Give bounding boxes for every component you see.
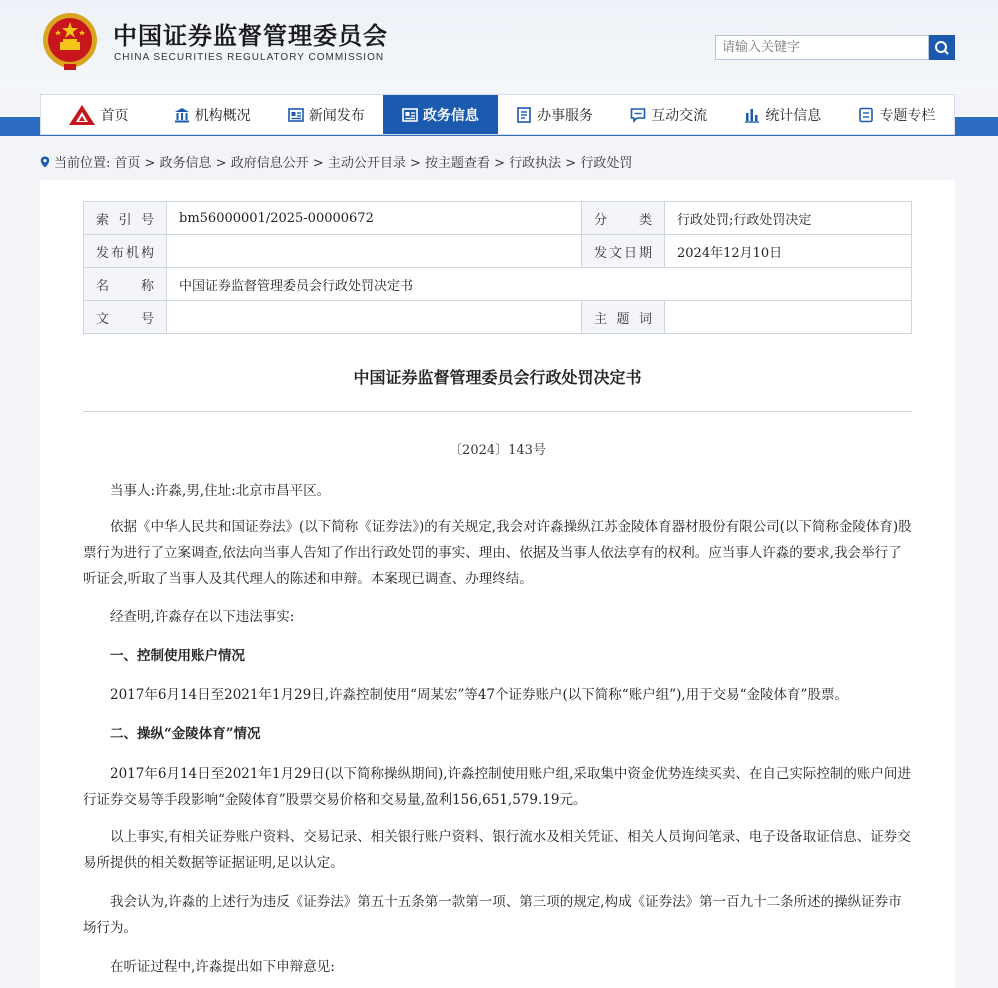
category-value: 行政处罚;行政处罚决定 bbox=[665, 202, 912, 235]
date-label: 发文日期 bbox=[582, 235, 665, 268]
paragraph-evidence: 以上事实,有相关证券账户资料、交易记录、相关银行账户资料、银行流水及相关凭证、相关人员询问笔录、电子设备取证信息、证券交易所提供的相关数据等证据证明,足以认定。 bbox=[83, 829, 911, 871]
document-number: 〔2024〕143号 bbox=[449, 443, 546, 458]
info-icon bbox=[402, 107, 418, 123]
article-container bbox=[40, 180, 955, 988]
metadata-table bbox=[83, 201, 912, 334]
paragraph-facts-intro: 经查明,许淼存在以下违法事实: bbox=[110, 609, 295, 625]
search-button[interactable] bbox=[929, 35, 955, 60]
subject-label: 主 题 词 bbox=[582, 301, 665, 334]
search-icon bbox=[934, 40, 950, 56]
nav-services-label: 办事服务 bbox=[537, 107, 594, 124]
nav-home-label: 首页 bbox=[100, 107, 129, 124]
nav-home[interactable] bbox=[41, 95, 155, 134]
location-pin-icon bbox=[40, 156, 50, 168]
breadcrumb-path[interactable]: 首页 > 政务信息 > 政府信息公开 > 主动公开目录 > 按主题查看 > 行政执法 > 行政处罚 bbox=[114, 156, 633, 171]
news-icon bbox=[288, 107, 304, 123]
heading-manipulation: 二、操纵“金陵体育”情况 bbox=[110, 726, 261, 742]
chart-icon bbox=[744, 107, 760, 123]
search-input[interactable] bbox=[715, 35, 929, 60]
divider bbox=[83, 411, 912, 412]
publisher-label: 发布机构 bbox=[84, 235, 167, 268]
paragraph-account-control: 2017年6月14日至2021年1月29日,许淼控制使用“周某宏”等47个证券账户(以下简称“账户组”),用于交易“金陵体育”股票。 bbox=[110, 687, 848, 703]
paragraph-hearing: 在听证过程中,许淼提出如下申辩意见: bbox=[110, 959, 335, 975]
paragraph-party: 当事人:许淼,男,住址:北京市昌平区。 bbox=[110, 483, 331, 499]
subject-value bbox=[665, 301, 912, 334]
docno-value bbox=[167, 301, 582, 334]
nav-about[interactable] bbox=[155, 95, 269, 134]
heading-account-control: 一、控制使用账户情况 bbox=[110, 648, 245, 664]
date-value: 2024年12月10日 bbox=[665, 235, 912, 268]
breadcrumb-prefix: 当前位置: bbox=[54, 156, 111, 171]
nav-topics-label: 专题专栏 bbox=[879, 107, 936, 124]
site-title: 中国证券监督管理委员会 bbox=[113, 22, 388, 50]
nav-gov-info[interactable] bbox=[383, 95, 497, 134]
nav-news[interactable] bbox=[269, 95, 383, 134]
site-header bbox=[0, 0, 998, 94]
nav-about-label: 机构概况 bbox=[194, 107, 251, 124]
nav-interaction[interactable] bbox=[612, 95, 726, 134]
chat-icon bbox=[630, 107, 646, 123]
index-value: bm56000001/2025-00000672 bbox=[167, 202, 582, 235]
breadcrumb bbox=[40, 152, 632, 171]
publisher-value bbox=[167, 235, 582, 268]
table-row bbox=[84, 268, 912, 301]
nav-statistics-label: 统计信息 bbox=[765, 107, 822, 124]
paragraph-manipulation: 2017年6月14日至2021年1月29日(以下简称操纵期间),许淼控制使用账户组,采取集中资金优势连续买卖、在自己实际控制的账户间进行证券交易等手段影响“金陵体育”股票交易价格和交易量,盈利156,651,579.19元。 bbox=[83, 766, 911, 808]
nav-interaction-label: 互动交流 bbox=[651, 107, 708, 124]
main-nav bbox=[40, 94, 955, 135]
service-icon bbox=[516, 107, 532, 123]
table-row bbox=[84, 301, 912, 334]
table-row bbox=[84, 202, 912, 235]
document-title: 中国证券监督管理委员会行政处罚决定书 bbox=[353, 368, 642, 387]
nav-gov-info-label: 政务信息 bbox=[422, 107, 479, 124]
paragraph-finding: 我会认为,许淼的上述行为违反《证券法》第五十五条第一款第一项、第三项的规定,构成《证券法》第一百九十二条所述的操纵证券市场行为。 bbox=[83, 894, 902, 936]
nav-topics[interactable] bbox=[840, 95, 954, 134]
category-label: 分 类 bbox=[582, 202, 665, 235]
building-icon bbox=[174, 107, 190, 123]
name-label: 名 称 bbox=[84, 268, 167, 301]
name-value: 中国证券监督管理委员会行政处罚决定书 bbox=[167, 268, 912, 301]
topic-icon bbox=[858, 107, 874, 123]
nav-news-label: 新闻发布 bbox=[308, 107, 365, 124]
national-emblem-icon bbox=[38, 10, 102, 74]
csrc-logo-icon bbox=[68, 104, 96, 126]
paragraph-basis: 依据《中华人民共和国证券法》(以下简称《证券法》)的有关规定,我会对许淼操纵江苏金陵体育器材股份有限公司(以下简称金陵体育)股票行为进行了立案调查,依法向当事人告知了作出行政处罚的事实、理由、依据及当事人依法享有的权利。应当事人许淼的要求,我会举行了听证会,听取了当事人及其代理人的陈述和申辩。本案现已调查、办理终结。 bbox=[83, 519, 912, 587]
index-label: 索 引 号 bbox=[84, 202, 167, 235]
docno-label: 文 号 bbox=[84, 301, 167, 334]
nav-services[interactable] bbox=[498, 95, 612, 134]
table-row bbox=[84, 235, 912, 268]
site-title-english: CHINA SECURITIES REGULATORY COMMISSION bbox=[114, 52, 385, 63]
nav-statistics[interactable] bbox=[726, 95, 840, 134]
